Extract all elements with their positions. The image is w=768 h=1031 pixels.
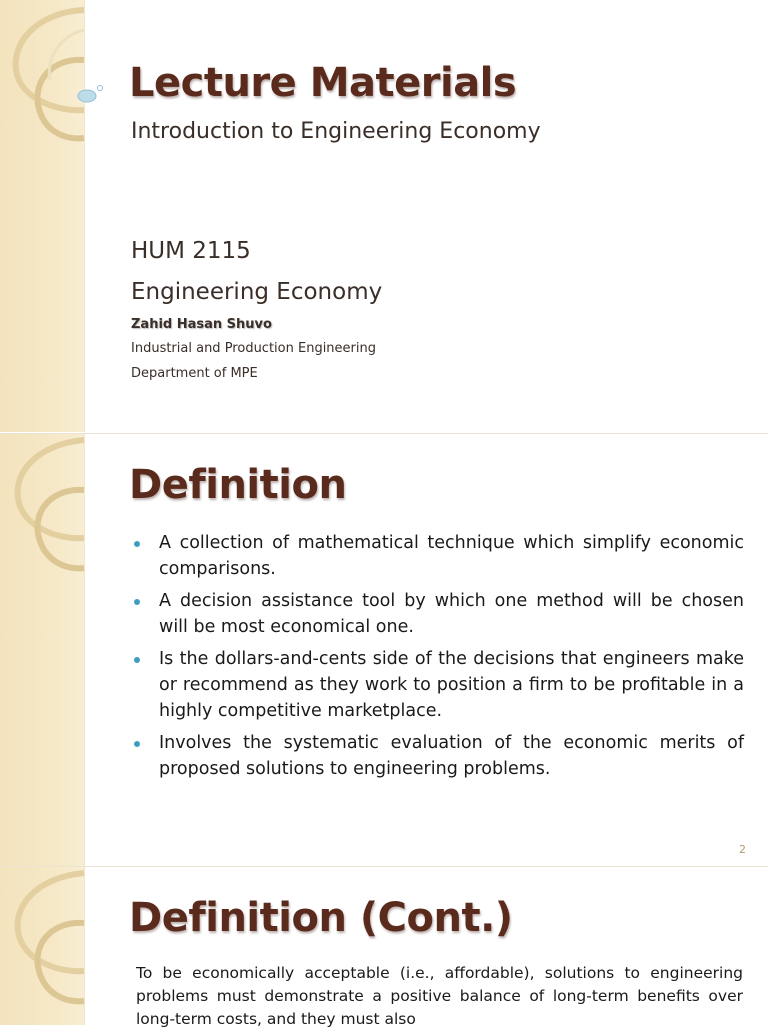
bullet-dot-icon — [134, 657, 140, 663]
list-item — [132, 730, 744, 782]
slide-title — [0, 0, 768, 432]
list-item — [132, 646, 744, 724]
bullet-dot-icon — [134, 741, 140, 747]
subtitle: Introduction to Engineering Economy — [131, 119, 541, 144]
slide-title-heading: Lecture Materials — [129, 60, 517, 106]
affiliation-program: Industrial and Production Engineering — [131, 341, 376, 356]
course-code: HUM 2115 — [131, 238, 251, 264]
page-number: 2 — [739, 843, 746, 856]
bubble-icon — [76, 84, 106, 104]
sidebar-decoration — [0, 434, 85, 866]
body-paragraph: To be economically acceptable (i.e., affordable), solutions to engineering problems must demonstrate a positive balance of long-term benefits over long-term costs, and they must also — [136, 964, 743, 1028]
bullet-text: A collection of mathematical technique which simplify economic comparisons. — [159, 533, 744, 579]
bullet-dot-icon — [134, 599, 140, 605]
swirl-ring-decoration — [0, 0, 130, 432]
author-name: Zahid Hasan Shuvo — [131, 317, 272, 332]
affiliation-department: Department of MPE — [131, 366, 258, 381]
swirl-ring-decoration — [0, 867, 130, 1025]
bullet-text: Involves the systematic evaluation of the economic merits of proposed solutions to engineering problems. — [159, 733, 744, 779]
list-item — [132, 530, 744, 582]
slide-title-heading: Definition — [129, 462, 347, 508]
bullet-text: Is the dollars-and-cents side of the decisions that engineers make or recommend as they work to position a firm to be profitable in a highly competitive marketplace. — [159, 649, 744, 721]
sidebar-decoration — [0, 867, 85, 1025]
slide-title-heading: Definition (Cont.) — [129, 895, 513, 941]
bullet-dot-icon — [134, 541, 140, 547]
list-item — [132, 588, 744, 640]
bullet-text: A decision assistance tool by which one method will be chosen will be most economical one. — [159, 591, 744, 637]
swirl-ring-decoration — [0, 434, 130, 866]
sidebar-decoration — [0, 0, 85, 432]
course-name: Engineering Economy — [131, 279, 383, 305]
bullet-list — [132, 530, 744, 788]
